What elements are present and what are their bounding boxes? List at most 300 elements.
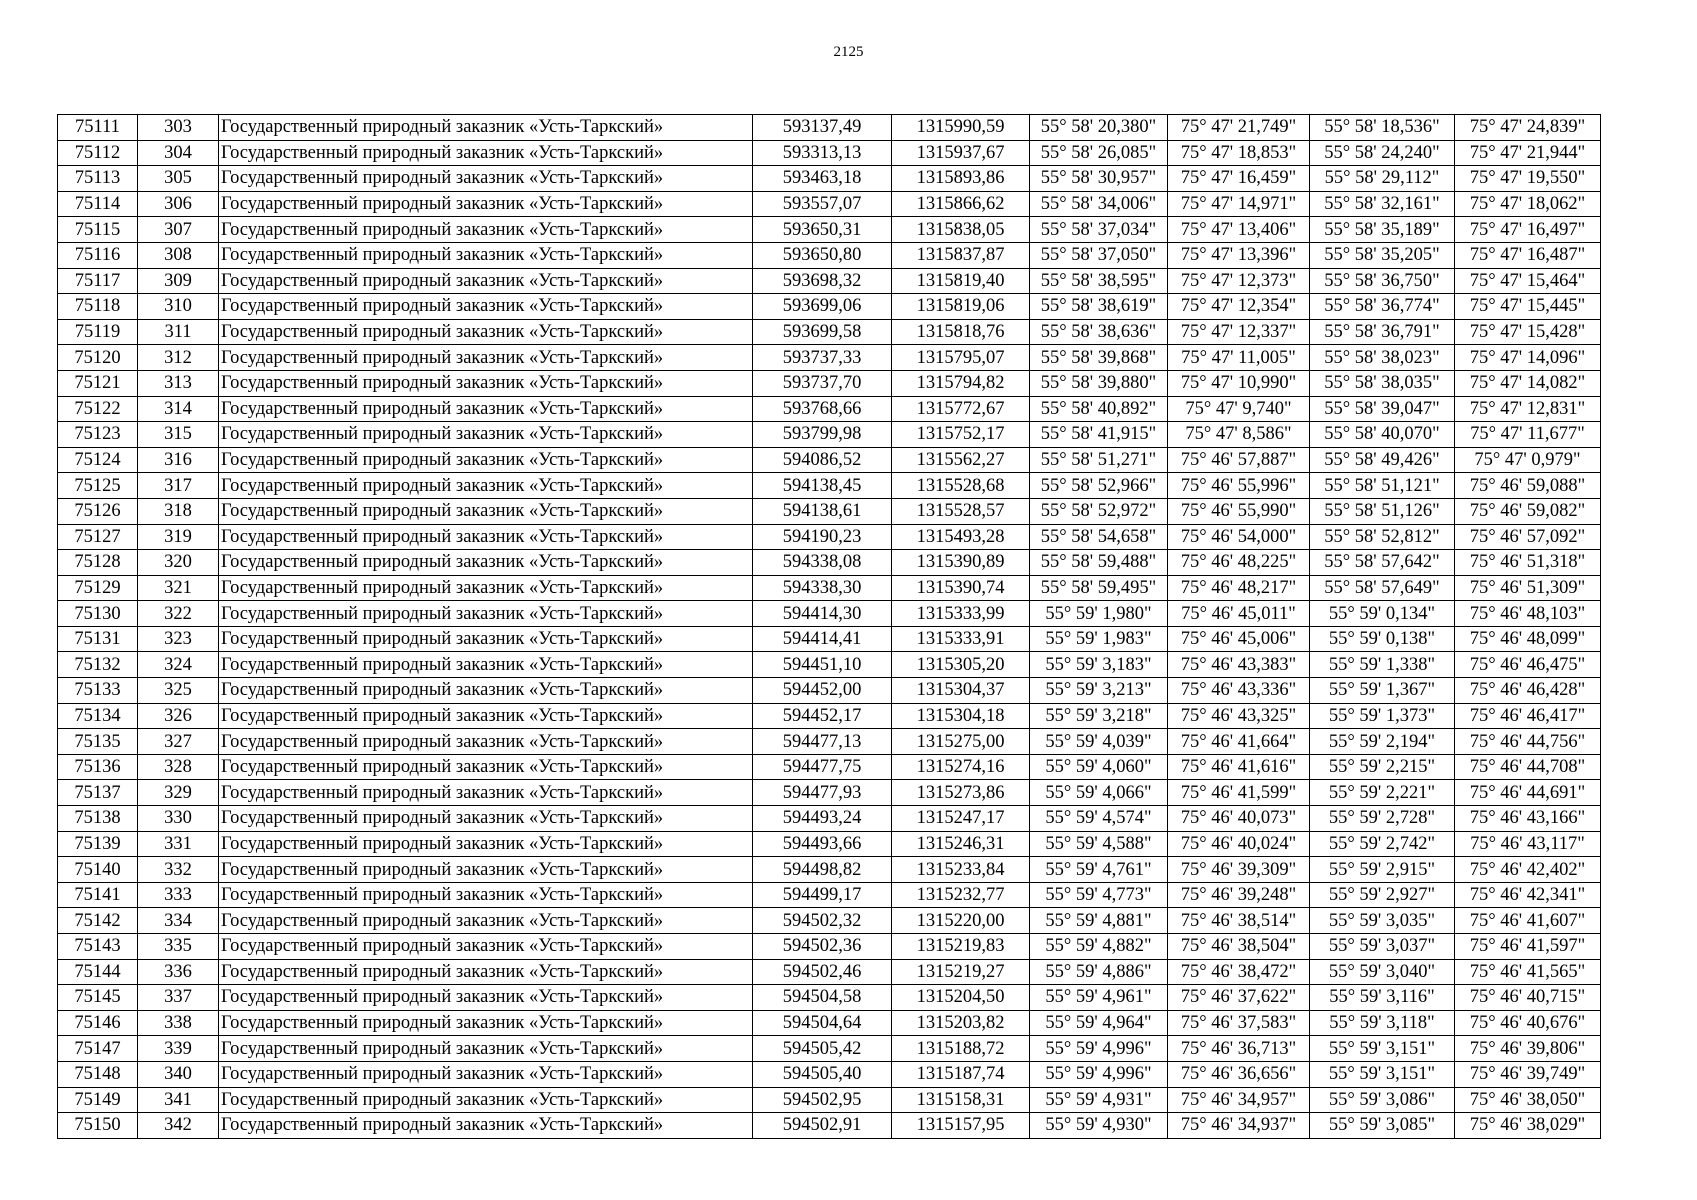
longitude-1-cell: 75° 46' 40,024" <box>1168 831 1310 857</box>
latitude-2-cell: 55° 58' 35,205" <box>1310 242 1455 268</box>
y-coordinate-cell: 1315752,17 <box>892 422 1030 448</box>
point-number-cell: 322 <box>138 601 219 627</box>
point-number-cell: 334 <box>138 908 219 934</box>
longitude-2-cell: 75° 46' 41,565" <box>1455 959 1601 985</box>
table-row <box>58 806 1601 832</box>
table-row <box>58 959 1601 985</box>
longitude-1-cell: 75° 46' 39,248" <box>1168 882 1310 908</box>
longitude-2-cell: 75° 46' 39,749" <box>1455 1061 1601 1087</box>
point-number-cell: 304 <box>138 140 219 166</box>
x-coordinate-cell: 594493,24 <box>753 806 892 832</box>
x-coordinate-cell: 594502,91 <box>753 1113 892 1139</box>
longitude-1-cell: 75° 46' 57,887" <box>1168 447 1310 473</box>
point-number-cell: 312 <box>138 345 219 371</box>
y-coordinate-cell: 1315937,67 <box>892 140 1030 166</box>
row-id-cell: 75118 <box>58 294 138 320</box>
longitude-2-cell: 75° 46' 40,715" <box>1455 985 1601 1011</box>
table-row <box>58 473 1601 499</box>
table-row <box>58 626 1601 652</box>
longitude-2-cell: 75° 46' 51,318" <box>1455 550 1601 576</box>
row-id-cell: 75141 <box>58 882 138 908</box>
longitude-1-cell: 75° 46' 43,325" <box>1168 703 1310 729</box>
latitude-1-cell: 55° 58' 39,868" <box>1030 345 1168 371</box>
y-coordinate-cell: 1315157,95 <box>892 1113 1030 1139</box>
point-number-cell: 318 <box>138 498 219 524</box>
y-coordinate-cell: 1315246,31 <box>892 831 1030 857</box>
row-id-cell: 75140 <box>58 857 138 883</box>
table-row <box>58 780 1601 806</box>
row-id-cell: 75128 <box>58 550 138 576</box>
row-id-cell: 75126 <box>58 498 138 524</box>
name-cell: Государственный природный заказник «Усть-Таркский» <box>219 652 753 678</box>
point-number-cell: 331 <box>138 831 219 857</box>
longitude-2-cell: 75° 47' 12,831" <box>1455 396 1601 422</box>
longitude-1-cell: 75° 46' 39,309" <box>1168 857 1310 883</box>
latitude-2-cell: 55° 58' 39,047" <box>1310 396 1455 422</box>
y-coordinate-cell: 1315232,77 <box>892 882 1030 908</box>
y-coordinate-cell: 1315990,59 <box>892 115 1030 141</box>
name-cell: Государственный природный заказник «Усть-Таркский» <box>219 242 753 268</box>
name-cell: Государственный природный заказник «Усть-Таркский» <box>219 1010 753 1036</box>
longitude-2-cell: 75° 46' 48,099" <box>1455 626 1601 652</box>
longitude-2-cell: 75° 46' 39,806" <box>1455 1036 1601 1062</box>
x-coordinate-cell: 593650,31 <box>753 217 892 243</box>
longitude-2-cell: 75° 46' 42,402" <box>1455 857 1601 883</box>
latitude-1-cell: 55° 59' 4,066" <box>1030 780 1168 806</box>
latitude-2-cell: 55° 58' 49,426" <box>1310 447 1455 473</box>
y-coordinate-cell: 1315274,16 <box>892 754 1030 780</box>
name-cell: Государственный природный заказник «Усть-Таркский» <box>219 115 753 141</box>
table-row <box>58 422 1601 448</box>
latitude-2-cell: 55° 58' 35,189" <box>1310 217 1455 243</box>
point-number-cell: 306 <box>138 191 219 217</box>
x-coordinate-cell: 593698,32 <box>753 268 892 294</box>
longitude-1-cell: 75° 47' 16,459" <box>1168 166 1310 192</box>
x-coordinate-cell: 593137,49 <box>753 115 892 141</box>
latitude-1-cell: 55° 58' 54,658" <box>1030 524 1168 550</box>
x-coordinate-cell: 593650,80 <box>753 242 892 268</box>
x-coordinate-cell: 594502,95 <box>753 1087 892 1113</box>
latitude-1-cell: 55° 58' 51,271" <box>1030 447 1168 473</box>
y-coordinate-cell: 1315275,00 <box>892 729 1030 755</box>
row-id-cell: 75119 <box>58 319 138 345</box>
point-number-cell: 330 <box>138 806 219 832</box>
latitude-1-cell: 55° 58' 59,488" <box>1030 550 1168 576</box>
row-id-cell: 75131 <box>58 626 138 652</box>
latitude-1-cell: 55° 58' 52,972" <box>1030 498 1168 524</box>
point-number-cell: 342 <box>138 1113 219 1139</box>
y-coordinate-cell: 1315562,27 <box>892 447 1030 473</box>
row-id-cell: 75112 <box>58 140 138 166</box>
latitude-1-cell: 55° 58' 39,880" <box>1030 370 1168 396</box>
longitude-1-cell: 75° 46' 34,957" <box>1168 1087 1310 1113</box>
y-coordinate-cell: 1315838,05 <box>892 217 1030 243</box>
latitude-2-cell: 55° 59' 3,116" <box>1310 985 1455 1011</box>
latitude-1-cell: 55° 59' 4,882" <box>1030 934 1168 960</box>
row-id-cell: 75120 <box>58 345 138 371</box>
latitude-1-cell: 55° 58' 30,957" <box>1030 166 1168 192</box>
y-coordinate-cell: 1315233,84 <box>892 857 1030 883</box>
latitude-2-cell: 55° 58' 57,642" <box>1310 550 1455 576</box>
longitude-1-cell: 75° 47' 9,740" <box>1168 396 1310 422</box>
latitude-1-cell: 55° 59' 4,588" <box>1030 831 1168 857</box>
latitude-1-cell: 55° 59' 4,996" <box>1030 1036 1168 1062</box>
latitude-1-cell: 55° 59' 4,961" <box>1030 985 1168 1011</box>
longitude-1-cell: 75° 46' 45,011" <box>1168 601 1310 627</box>
point-number-cell: 327 <box>138 729 219 755</box>
longitude-2-cell: 75° 46' 46,417" <box>1455 703 1601 729</box>
latitude-1-cell: 55° 58' 41,915" <box>1030 422 1168 448</box>
x-coordinate-cell: 594502,36 <box>753 934 892 960</box>
longitude-2-cell: 75° 46' 44,708" <box>1455 754 1601 780</box>
longitude-2-cell: 75° 46' 43,166" <box>1455 806 1601 832</box>
x-coordinate-cell: 593737,70 <box>753 370 892 396</box>
latitude-2-cell: 55° 59' 2,915" <box>1310 857 1455 883</box>
y-coordinate-cell: 1315819,06 <box>892 294 1030 320</box>
x-coordinate-cell: 594138,61 <box>753 498 892 524</box>
name-cell: Государственный природный заказник «Усть-Таркский» <box>219 473 753 499</box>
longitude-1-cell: 75° 46' 55,990" <box>1168 498 1310 524</box>
x-coordinate-cell: 594499,17 <box>753 882 892 908</box>
longitude-2-cell: 75° 46' 46,428" <box>1455 678 1601 704</box>
longitude-1-cell: 75° 46' 40,073" <box>1168 806 1310 832</box>
x-coordinate-cell: 594138,45 <box>753 473 892 499</box>
x-coordinate-cell: 594190,23 <box>753 524 892 550</box>
y-coordinate-cell: 1315304,37 <box>892 678 1030 704</box>
name-cell: Государственный природный заказник «Усть-Таркский» <box>219 498 753 524</box>
table-row <box>58 191 1601 217</box>
x-coordinate-cell: 594452,00 <box>753 678 892 704</box>
point-number-cell: 328 <box>138 754 219 780</box>
point-number-cell: 333 <box>138 882 219 908</box>
x-coordinate-cell: 594502,46 <box>753 959 892 985</box>
latitude-2-cell: 55° 58' 36,750" <box>1310 268 1455 294</box>
latitude-2-cell: 55° 58' 51,121" <box>1310 473 1455 499</box>
latitude-2-cell: 55° 58' 29,112" <box>1310 166 1455 192</box>
row-id-cell: 75148 <box>58 1061 138 1087</box>
table-row <box>58 678 1601 704</box>
longitude-1-cell: 75° 46' 54,000" <box>1168 524 1310 550</box>
latitude-1-cell: 55° 58' 38,595" <box>1030 268 1168 294</box>
row-id-cell: 75124 <box>58 447 138 473</box>
longitude-2-cell: 75° 47' 0,979" <box>1455 447 1601 473</box>
name-cell: Государственный природный заказник «Усть-Таркский» <box>219 703 753 729</box>
latitude-2-cell: 55° 58' 36,774" <box>1310 294 1455 320</box>
longitude-2-cell: 75° 46' 38,050" <box>1455 1087 1601 1113</box>
latitude-2-cell: 55° 58' 52,812" <box>1310 524 1455 550</box>
name-cell: Государственный природный заказник «Усть-Таркский» <box>219 754 753 780</box>
name-cell: Государственный природный заказник «Усть-Таркский» <box>219 319 753 345</box>
latitude-1-cell: 55° 58' 26,085" <box>1030 140 1168 166</box>
longitude-2-cell: 75° 46' 44,756" <box>1455 729 1601 755</box>
point-number-cell: 325 <box>138 678 219 704</box>
x-coordinate-cell: 593557,07 <box>753 191 892 217</box>
longitude-1-cell: 75° 46' 38,504" <box>1168 934 1310 960</box>
latitude-2-cell: 55° 59' 2,742" <box>1310 831 1455 857</box>
row-id-cell: 75132 <box>58 652 138 678</box>
longitude-1-cell: 75° 46' 41,616" <box>1168 754 1310 780</box>
longitude-2-cell: 75° 46' 38,029" <box>1455 1113 1601 1139</box>
latitude-2-cell: 55° 59' 1,338" <box>1310 652 1455 678</box>
row-id-cell: 75121 <box>58 370 138 396</box>
row-id-cell: 75117 <box>58 268 138 294</box>
row-id-cell: 75134 <box>58 703 138 729</box>
point-number-cell: 303 <box>138 115 219 141</box>
longitude-1-cell: 75° 47' 21,749" <box>1168 115 1310 141</box>
latitude-2-cell: 55° 58' 24,240" <box>1310 140 1455 166</box>
name-cell: Государственный природный заказник «Усть-Таркский» <box>219 294 753 320</box>
name-cell: Государственный природный заказник «Усть-Таркский» <box>219 447 753 473</box>
point-number-cell: 321 <box>138 575 219 601</box>
y-coordinate-cell: 1315866,62 <box>892 191 1030 217</box>
y-coordinate-cell: 1315819,40 <box>892 268 1030 294</box>
table-row <box>58 217 1601 243</box>
name-cell: Государственный природный заказник «Усть-Таркский» <box>219 140 753 166</box>
name-cell: Государственный природный заказник «Усть-Таркский» <box>219 370 753 396</box>
y-coordinate-cell: 1315187,74 <box>892 1061 1030 1087</box>
latitude-1-cell: 55° 58' 38,619" <box>1030 294 1168 320</box>
point-number-cell: 340 <box>138 1061 219 1087</box>
table-row <box>58 652 1601 678</box>
latitude-1-cell: 55° 59' 4,773" <box>1030 882 1168 908</box>
x-coordinate-cell: 593799,98 <box>753 422 892 448</box>
longitude-2-cell: 75° 47' 15,428" <box>1455 319 1601 345</box>
row-id-cell: 75137 <box>58 780 138 806</box>
longitude-1-cell: 75° 47' 13,406" <box>1168 217 1310 243</box>
x-coordinate-cell: 593699,06 <box>753 294 892 320</box>
name-cell: Государственный природный заказник «Усть-Таркский» <box>219 268 753 294</box>
x-coordinate-cell: 593313,13 <box>753 140 892 166</box>
latitude-1-cell: 55° 59' 4,964" <box>1030 1010 1168 1036</box>
x-coordinate-cell: 594504,64 <box>753 1010 892 1036</box>
latitude-2-cell: 55° 58' 38,035" <box>1310 370 1455 396</box>
latitude-1-cell: 55° 59' 4,886" <box>1030 959 1168 985</box>
name-cell: Государственный природный заказник «Усть-Таркский» <box>219 217 753 243</box>
table-row <box>58 498 1601 524</box>
latitude-2-cell: 55° 59' 2,194" <box>1310 729 1455 755</box>
row-id-cell: 75133 <box>58 678 138 704</box>
y-coordinate-cell: 1315818,76 <box>892 319 1030 345</box>
name-cell: Государственный природный заказник «Усть-Таркский» <box>219 1061 753 1087</box>
longitude-1-cell: 75° 46' 45,006" <box>1168 626 1310 652</box>
table-row <box>58 370 1601 396</box>
longitude-1-cell: 75° 46' 36,656" <box>1168 1061 1310 1087</box>
latitude-1-cell: 55° 58' 59,495" <box>1030 575 1168 601</box>
y-coordinate-cell: 1315390,74 <box>892 575 1030 601</box>
longitude-2-cell: 75° 46' 41,607" <box>1455 908 1601 934</box>
table-row <box>58 703 1601 729</box>
table-row <box>58 985 1601 1011</box>
table-row <box>58 166 1601 192</box>
point-number-cell: 311 <box>138 319 219 345</box>
longitude-2-cell: 75° 46' 46,475" <box>1455 652 1601 678</box>
table-row <box>58 857 1601 883</box>
y-coordinate-cell: 1315772,67 <box>892 396 1030 422</box>
row-id-cell: 75116 <box>58 242 138 268</box>
point-number-cell: 336 <box>138 959 219 985</box>
table-row <box>58 294 1601 320</box>
x-coordinate-cell: 594338,30 <box>753 575 892 601</box>
longitude-2-cell: 75° 47' 18,062" <box>1455 191 1601 217</box>
x-coordinate-cell: 594338,08 <box>753 550 892 576</box>
y-coordinate-cell: 1315203,82 <box>892 1010 1030 1036</box>
longitude-1-cell: 75° 47' 12,373" <box>1168 268 1310 294</box>
point-number-cell: 338 <box>138 1010 219 1036</box>
point-number-cell: 317 <box>138 473 219 499</box>
longitude-2-cell: 75° 46' 40,676" <box>1455 1010 1601 1036</box>
longitude-2-cell: 75° 46' 44,691" <box>1455 780 1601 806</box>
row-id-cell: 75114 <box>58 191 138 217</box>
x-coordinate-cell: 594502,32 <box>753 908 892 934</box>
name-cell: Государственный природный заказник «Усть-Таркский» <box>219 626 753 652</box>
table-row <box>58 1061 1601 1087</box>
latitude-1-cell: 55° 59' 3,218" <box>1030 703 1168 729</box>
x-coordinate-cell: 594414,41 <box>753 626 892 652</box>
latitude-2-cell: 55° 59' 3,151" <box>1310 1036 1455 1062</box>
longitude-2-cell: 75° 47' 24,839" <box>1455 115 1601 141</box>
name-cell: Государственный природный заказник «Усть-Таркский» <box>219 831 753 857</box>
longitude-2-cell: 75° 47' 11,677" <box>1455 422 1601 448</box>
y-coordinate-cell: 1315273,86 <box>892 780 1030 806</box>
longitude-1-cell: 75° 47' 8,586" <box>1168 422 1310 448</box>
row-id-cell: 75149 <box>58 1087 138 1113</box>
table-row <box>58 1036 1601 1062</box>
table-row <box>58 1087 1601 1113</box>
latitude-1-cell: 55° 59' 3,213" <box>1030 678 1168 704</box>
y-coordinate-cell: 1315304,18 <box>892 703 1030 729</box>
point-number-cell: 314 <box>138 396 219 422</box>
name-cell: Государственный природный заказник «Усть-Таркский» <box>219 959 753 985</box>
latitude-2-cell: 55° 59' 0,134" <box>1310 601 1455 627</box>
latitude-1-cell: 55° 59' 4,931" <box>1030 1087 1168 1113</box>
row-id-cell: 75144 <box>58 959 138 985</box>
latitude-1-cell: 55° 58' 38,636" <box>1030 319 1168 345</box>
latitude-2-cell: 55° 59' 1,373" <box>1310 703 1455 729</box>
latitude-2-cell: 55° 59' 2,728" <box>1310 806 1455 832</box>
name-cell: Государственный природный заказник «Усть-Таркский» <box>219 729 753 755</box>
row-id-cell: 75113 <box>58 166 138 192</box>
point-number-cell: 320 <box>138 550 219 576</box>
point-number-cell: 316 <box>138 447 219 473</box>
y-coordinate-cell: 1315204,50 <box>892 985 1030 1011</box>
x-coordinate-cell: 593737,33 <box>753 345 892 371</box>
name-cell: Государственный природный заказник «Усть-Таркский» <box>219 575 753 601</box>
longitude-2-cell: 75° 46' 59,082" <box>1455 498 1601 524</box>
name-cell: Государственный природный заказник «Усть-Таркский» <box>219 857 753 883</box>
table-row <box>58 319 1601 345</box>
latitude-2-cell: 55° 59' 2,221" <box>1310 780 1455 806</box>
y-coordinate-cell: 1315493,28 <box>892 524 1030 550</box>
latitude-1-cell: 55° 59' 1,980" <box>1030 601 1168 627</box>
longitude-2-cell: 75° 46' 51,309" <box>1455 575 1601 601</box>
longitude-1-cell: 75° 47' 12,337" <box>1168 319 1310 345</box>
x-coordinate-cell: 593699,58 <box>753 319 892 345</box>
row-id-cell: 75122 <box>58 396 138 422</box>
y-coordinate-cell: 1315247,17 <box>892 806 1030 832</box>
name-cell: Государственный природный заказник «Усть-Таркский» <box>219 1113 753 1139</box>
row-id-cell: 75111 <box>58 115 138 141</box>
y-coordinate-cell: 1315528,68 <box>892 473 1030 499</box>
row-id-cell: 75145 <box>58 985 138 1011</box>
y-coordinate-cell: 1315837,87 <box>892 242 1030 268</box>
row-id-cell: 75125 <box>58 473 138 499</box>
longitude-1-cell: 75° 47' 18,853" <box>1168 140 1310 166</box>
table-row <box>58 754 1601 780</box>
table-row <box>58 550 1601 576</box>
latitude-2-cell: 55° 59' 2,215" <box>1310 754 1455 780</box>
table-row <box>58 345 1601 371</box>
latitude-2-cell: 55° 59' 3,085" <box>1310 1113 1455 1139</box>
table-row <box>58 882 1601 908</box>
longitude-1-cell: 75° 46' 34,937" <box>1168 1113 1310 1139</box>
longitude-1-cell: 75° 46' 43,336" <box>1168 678 1310 704</box>
name-cell: Государственный природный заказник «Усть-Таркский» <box>219 396 753 422</box>
point-number-cell: 324 <box>138 652 219 678</box>
row-id-cell: 75138 <box>58 806 138 832</box>
name-cell: Государственный природный заказник «Усть-Таркский» <box>219 780 753 806</box>
latitude-1-cell: 55° 58' 37,050" <box>1030 242 1168 268</box>
latitude-2-cell: 55° 59' 3,086" <box>1310 1087 1455 1113</box>
latitude-2-cell: 55° 58' 57,649" <box>1310 575 1455 601</box>
latitude-1-cell: 55° 59' 4,761" <box>1030 857 1168 883</box>
y-coordinate-cell: 1315795,07 <box>892 345 1030 371</box>
name-cell: Государственный природный заказник «Усть-Таркский» <box>219 806 753 832</box>
latitude-1-cell: 55° 58' 20,380" <box>1030 115 1168 141</box>
y-coordinate-cell: 1315893,86 <box>892 166 1030 192</box>
latitude-1-cell: 55° 59' 1,983" <box>1030 626 1168 652</box>
row-id-cell: 75139 <box>58 831 138 857</box>
latitude-2-cell: 55° 59' 3,037" <box>1310 934 1455 960</box>
longitude-2-cell: 75° 47' 15,464" <box>1455 268 1601 294</box>
latitude-2-cell: 55° 59' 3,151" <box>1310 1061 1455 1087</box>
y-coordinate-cell: 1315219,83 <box>892 934 1030 960</box>
table-row <box>58 575 1601 601</box>
latitude-2-cell: 55° 59' 3,040" <box>1310 959 1455 985</box>
point-number-cell: 308 <box>138 242 219 268</box>
table-row <box>58 934 1601 960</box>
longitude-2-cell: 75° 46' 57,092" <box>1455 524 1601 550</box>
name-cell: Государственный природный заказник «Усть-Таркский» <box>219 882 753 908</box>
longitude-1-cell: 75° 47' 13,396" <box>1168 242 1310 268</box>
point-number-cell: 323 <box>138 626 219 652</box>
x-coordinate-cell: 594504,58 <box>753 985 892 1011</box>
latitude-2-cell: 55° 58' 38,023" <box>1310 345 1455 371</box>
name-cell: Государственный природный заказник «Усть-Таркский» <box>219 550 753 576</box>
longitude-2-cell: 75° 46' 43,117" <box>1455 831 1601 857</box>
y-coordinate-cell: 1315333,91 <box>892 626 1030 652</box>
x-coordinate-cell: 594505,40 <box>753 1061 892 1087</box>
longitude-1-cell: 75° 46' 37,583" <box>1168 1010 1310 1036</box>
name-cell: Государственный природный заказник «Усть-Таркский» <box>219 601 753 627</box>
latitude-1-cell: 55° 58' 34,006" <box>1030 191 1168 217</box>
latitude-1-cell: 55° 58' 52,966" <box>1030 473 1168 499</box>
longitude-1-cell: 75° 46' 38,514" <box>1168 908 1310 934</box>
latitude-1-cell: 55° 59' 4,574" <box>1030 806 1168 832</box>
latitude-2-cell: 55° 58' 32,161" <box>1310 191 1455 217</box>
longitude-1-cell: 75° 46' 41,599" <box>1168 780 1310 806</box>
name-cell: Государственный природный заказник «Усть-Таркский» <box>219 908 753 934</box>
y-coordinate-cell: 1315333,99 <box>892 601 1030 627</box>
latitude-2-cell: 55° 58' 40,070" <box>1310 422 1455 448</box>
point-number-cell: 326 <box>138 703 219 729</box>
table-row <box>58 1113 1601 1139</box>
latitude-2-cell: 55° 59' 0,138" <box>1310 626 1455 652</box>
latitude-1-cell: 55° 58' 40,892" <box>1030 396 1168 422</box>
point-number-cell: 319 <box>138 524 219 550</box>
x-coordinate-cell: 594505,42 <box>753 1036 892 1062</box>
latitude-2-cell: 55° 58' 18,536" <box>1310 115 1455 141</box>
x-coordinate-cell: 594493,66 <box>753 831 892 857</box>
